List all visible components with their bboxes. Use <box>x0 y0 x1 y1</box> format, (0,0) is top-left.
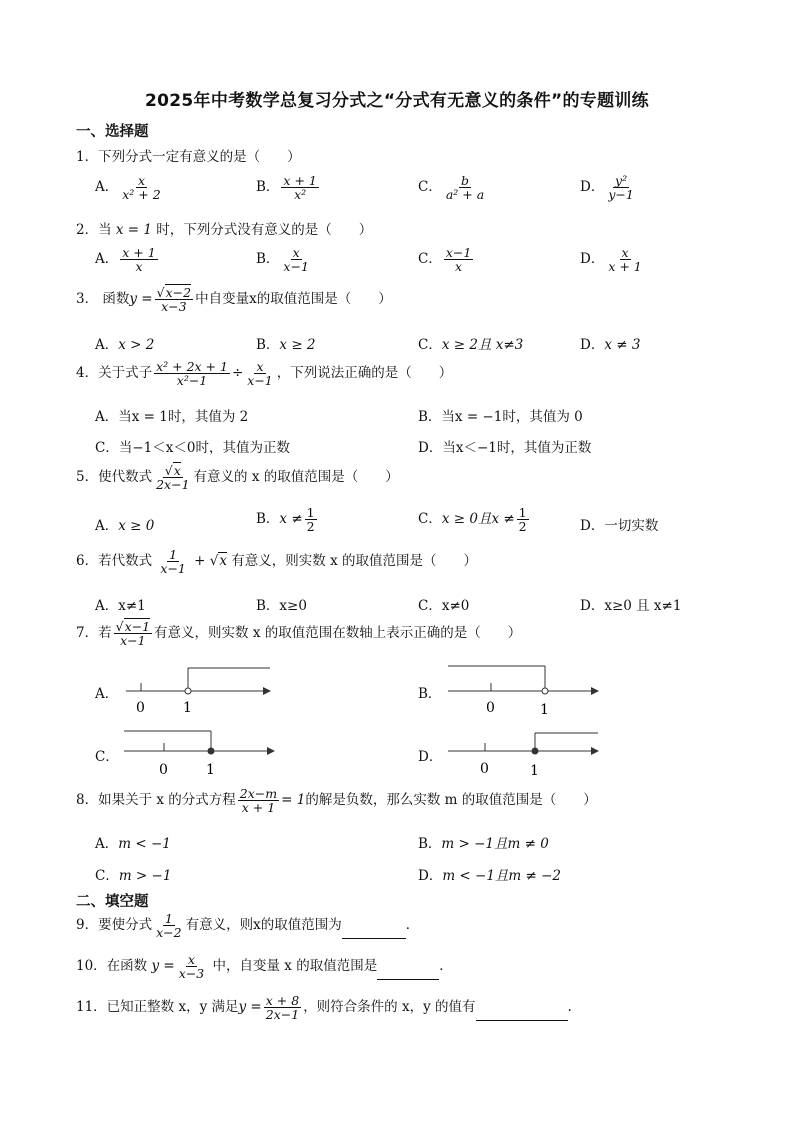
q11-answer-blank[interactable] <box>476 1008 568 1021</box>
section-fill-in: 二、填空题 <box>76 894 149 910</box>
question-1: 1．下列分式一定有意义的是（ ） <box>76 149 301 165</box>
tick-label-0: 0 <box>486 700 495 716</box>
question-7: 7．若 $\frac{√x-1}{x-1}$ 有意义，则实数 x 的取值范围在数轴上表示正确的是（ ） <box>76 619 522 649</box>
q5-option-c[interactable]: C．x ≥ 0且x ≠ $\frac{1}{2}$ <box>418 505 527 535</box>
question-6: 6．若代数式 $\frac{1}{x-1}$ + √x 有意义，则实数 x 的取值范围是（ ） <box>76 547 478 577</box>
q7-option-a-label[interactable]: A． <box>95 686 119 702</box>
question-8: 8．如果关于 x 的分式方程 $\frac{2x-m}{x + 1}$ = 1的解是负数，那么实数 m 的取值范围是（ ） <box>76 786 597 816</box>
section-multiple-choice: 一、选择题 <box>76 124 149 140</box>
tick-label-1: 1 <box>183 700 192 716</box>
q7-option-c-label[interactable]: C． <box>95 749 119 765</box>
q1-option-d[interactable]: D． $\frac{\text{y²}}{y-1}$ <box>580 173 634 203</box>
number-line-d[interactable] <box>448 733 598 779</box>
q6-option-d[interactable]: D．x≥0 且 x≠1 <box>580 598 682 614</box>
q6-option-a[interactable]: A．x≠1 <box>95 598 146 614</box>
question-11: 11．已知正整数 x，y 满足y = $\frac{x + 8}{2x-1}$ ，则符合条件的 x，y 的值有 . <box>76 993 572 1023</box>
q10-answer-blank[interactable] <box>377 967 439 980</box>
q1-option-a[interactable]: A． $\frac{x}{\text{x² + 2}}$ <box>95 173 161 203</box>
q4-option-d[interactable]: D．当x＜−1时，其值为正数 <box>418 440 592 456</box>
q3-option-d[interactable]: D．x ≠ 3 <box>580 337 641 353</box>
question-4: 4．关于式子 $\frac{\text{x² + 2x + 1}}{\text{x²−1}}$ ÷ $\frac{x}{x-1}$ ，下列说法正确的是（ ） <box>76 359 453 389</box>
question-5: 5．使代数式 $\frac{√x}{2x-1}$ 有意义的 x 的取值范围是（ ） <box>76 463 399 493</box>
q5-option-a[interactable]: A．x ≥ 0 <box>95 518 155 534</box>
q7-option-d-label[interactable]: D． <box>418 749 443 765</box>
question-2: 2．当 x = 1 时，下列分式没有意义的是（ ） <box>76 222 373 238</box>
q6-option-b[interactable]: B．x≥0 <box>256 598 307 614</box>
question-10: 10．在函数 y = $\frac{x}{x-3}$ 中，自变量 x 的取值范围是 ． <box>76 952 453 982</box>
question-3: 3． 函数y = $\frac{√x-2}{x-3}$ 中自变量x的取值范围是（ ） <box>76 285 392 315</box>
q3-option-c[interactable]: C．x ≥ 2且 x≠3 <box>418 337 524 353</box>
q4-option-a[interactable]: A．当x = 1时，其值为 2 <box>95 409 249 425</box>
tick-label-1: 1 <box>530 763 539 779</box>
q4-option-c[interactable]: C．当−1＜x＜0时，其值为正数 <box>95 440 290 456</box>
q2-option-c[interactable]: C． $\frac{x-1}{x}$ <box>418 245 472 275</box>
q7-option-b-label[interactable]: B． <box>418 686 442 702</box>
q2-option-a[interactable]: A． $\frac{x + 1}{x}$ <box>95 245 156 275</box>
number-line-a[interactable] <box>126 668 270 716</box>
tick-label-0: 0 <box>480 761 489 777</box>
q6-option-c[interactable]: C．x≠0 <box>418 598 470 614</box>
q8-option-b[interactable]: B．m > −1且m ≠ 0 <box>418 836 549 852</box>
q8-option-c[interactable]: C．m > −1 <box>95 868 172 884</box>
q8-option-a[interactable]: A．m < −1 <box>95 836 171 852</box>
q5-option-b[interactable]: B．x ≠ $\frac{1}{2}$ <box>256 505 315 535</box>
q1-option-b[interactable]: B． $\frac{x + 1}{\text{x²}}$ <box>256 173 317 203</box>
q2-option-d[interactable]: D． $\frac{x}{x + 1}$ <box>580 245 642 275</box>
tick-label-1: 1 <box>540 702 549 718</box>
q9-answer-blank[interactable] <box>342 926 406 939</box>
q8-option-d[interactable]: D．m < −1且m ≠ −2 <box>418 868 562 884</box>
q3-option-a[interactable]: A．x > 2 <box>95 337 155 353</box>
q5-option-d[interactable]: D．一切实数 <box>580 518 659 534</box>
q2-option-b[interactable]: B． $\frac{x}{x-1}$ <box>256 245 309 275</box>
number-line-b[interactable] <box>448 666 598 718</box>
tick-label-0: 0 <box>159 762 168 778</box>
tick-label-0: 0 <box>136 700 145 716</box>
number-line-c[interactable] <box>124 731 274 778</box>
tick-label-1: 1 <box>206 762 215 778</box>
question-9: 9．要使分式 $\frac{1}{x-2}$ 有意义，则x的取值范围为 ． <box>76 911 420 941</box>
page-title: 2025年中考数学总复习分式之“分式有无意义的条件”的专题训练 <box>145 91 649 111</box>
q4-option-b[interactable]: B．当x = −1时，其值为 0 <box>418 409 583 425</box>
q3-option-b[interactable]: B．x ≥ 2 <box>256 337 316 353</box>
q1-option-c[interactable]: C． $\frac{b}{\text{a² + a}}$ <box>418 173 485 203</box>
